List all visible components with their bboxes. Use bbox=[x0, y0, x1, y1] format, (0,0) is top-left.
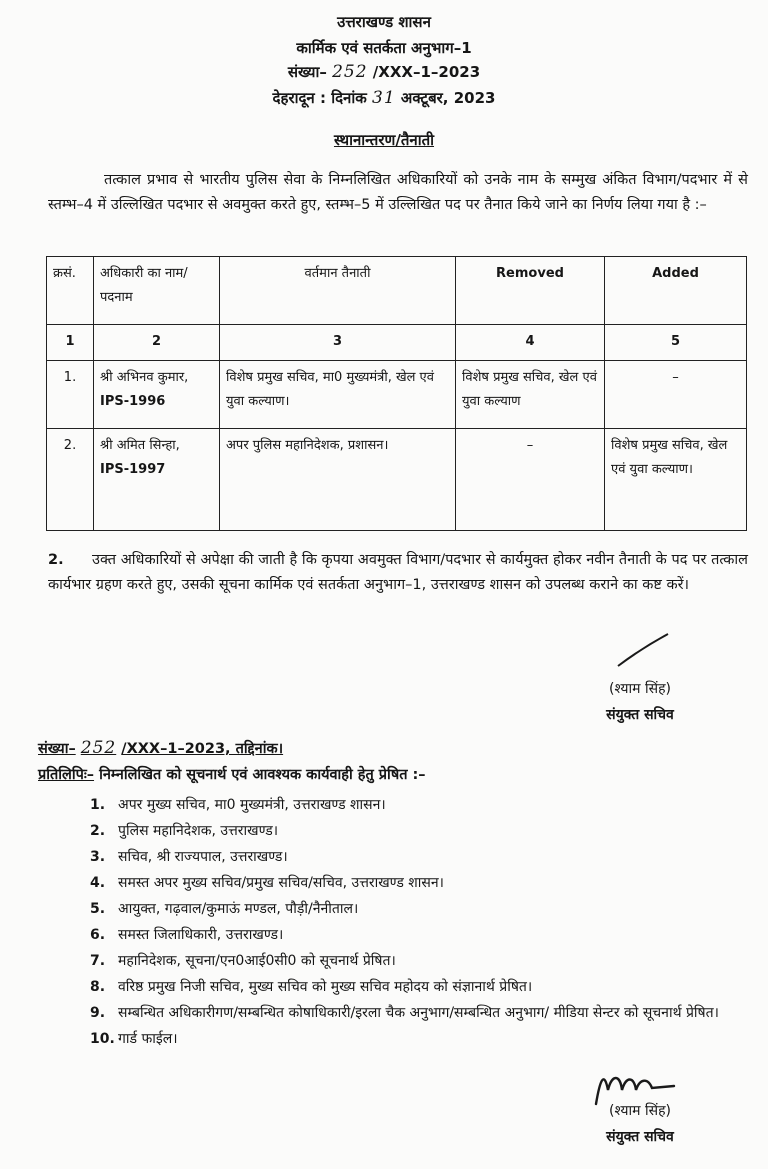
copy-intro-line bbox=[38, 764, 426, 784]
list-item-number: 3. bbox=[90, 849, 106, 865]
list-item-number: 7. bbox=[90, 953, 106, 969]
col-number: 1 bbox=[47, 325, 94, 361]
copy-number bbox=[38, 738, 283, 758]
list-item bbox=[90, 1000, 750, 1026]
list-item-number: 6. bbox=[90, 927, 106, 943]
row-sn: 1. bbox=[47, 361, 94, 429]
list-item-text: पुलिस महानिदेशक, उत्तराखण्ड। bbox=[118, 823, 279, 839]
list-item-text: समस्त अपर मुख्य सचिव/प्रमुख सचिव/सचिव, उत्तराखण्ड शासन। bbox=[118, 875, 444, 891]
subject-title: स्थानान्तरण/तैनाती bbox=[333, 131, 435, 149]
list-item-number: 1. bbox=[90, 797, 106, 813]
posting-table bbox=[46, 256, 747, 531]
row-removed: – bbox=[456, 429, 605, 531]
row-current: अपर पुलिस महानिदेशक, प्रशासन। bbox=[220, 429, 456, 531]
list-item bbox=[90, 922, 750, 948]
signatory-designation: संयुक्त सचिव bbox=[606, 1129, 674, 1145]
row-removed: विशेष प्रमुख सचिव, खेल एवं युवा कल्याण bbox=[456, 361, 605, 429]
list-item-text: अपर मुख्य सचिव, मा0 मुख्यमंत्री, उत्तराखण्ड शासन। bbox=[118, 797, 386, 813]
date-suffix: अक्टूबर, 2023 bbox=[400, 89, 496, 107]
header-current: वर्तमान तैनाती bbox=[220, 257, 456, 325]
department-name: कार्मिक एवं सतर्कता अनुभाग–1 bbox=[296, 39, 472, 57]
copy-list bbox=[90, 792, 750, 1052]
list-item-number: 9. bbox=[90, 1005, 106, 1021]
list-item-text: सम्बन्धित अधिकारीगण/सम्बन्धित कोषाधिकारी/इरला चैक अनुभाग/सम्बन्धित अनुभाग/ मीडिया सेन्टर को सूचनार्थ प्रेषित। bbox=[118, 1005, 719, 1021]
table-row bbox=[47, 361, 747, 429]
handwritten-number: 252 bbox=[332, 62, 368, 82]
copy-number-suffix: /XXX–1–2023, तद्दिनांक। bbox=[121, 741, 284, 757]
header-added: Added bbox=[605, 257, 747, 325]
row-current: विशेष प्रमुख सचिव, मा0 मुख्यमंत्री, खेल एवं युवा कल्याण। bbox=[220, 361, 456, 429]
row-officer bbox=[94, 361, 220, 429]
place-date-prefix: देहरादून : दिनांक bbox=[272, 89, 367, 107]
officer-batch: IPS-1996 bbox=[100, 394, 166, 409]
copy-label: प्रतिलिपिः– bbox=[38, 767, 95, 783]
table-row bbox=[47, 429, 747, 531]
list-item bbox=[90, 870, 750, 896]
table-header-row bbox=[47, 257, 747, 325]
copy-handwritten-number: 252 bbox=[80, 738, 117, 758]
header-removed: Removed bbox=[456, 257, 605, 325]
number-prefix: संख्या– bbox=[287, 63, 327, 81]
list-item-text: महानिदेशक, सूचना/एन0आई0सी0 को सूचनार्थ प्रेषित। bbox=[118, 953, 396, 969]
signatory-block-1 bbox=[580, 676, 700, 728]
list-item-number: 10. bbox=[90, 1031, 115, 1047]
signatory-name: (श्याम सिंह) bbox=[609, 1103, 671, 1119]
order-number bbox=[0, 62, 768, 82]
header-officer: अधिकारी का नाम/ पदनाम bbox=[94, 257, 220, 325]
officer-name: श्री अभिनव कुमार, bbox=[100, 370, 189, 385]
government-name: उत्तराखण्ड शासन bbox=[337, 13, 431, 31]
number-suffix: /XXX–1–2023 bbox=[372, 63, 481, 81]
list-item-number: 4. bbox=[90, 875, 106, 891]
list-item-text: वरिष्ठ प्रमुख निजी सचिव, मुख्य सचिव को मुख्य सचिव महोदय को संज्ञानार्थ प्रेषित। bbox=[118, 979, 533, 995]
row-officer bbox=[94, 429, 220, 531]
paragraph-2 bbox=[48, 548, 748, 598]
paragraph-2-number: 2. bbox=[48, 552, 64, 568]
row-added: – bbox=[605, 361, 747, 429]
list-item bbox=[90, 844, 750, 870]
col-number: 5 bbox=[605, 325, 747, 361]
list-item-text: आयुक्त, गढ़वाल/कुमाऊं मण्डल, पौड़ी/नैनीताल। bbox=[118, 901, 359, 917]
handwritten-date: 31 bbox=[372, 88, 396, 108]
list-item-number: 2. bbox=[90, 823, 106, 839]
officer-batch: IPS-1997 bbox=[100, 462, 166, 477]
officer-name: श्री अमित सिन्हा, bbox=[100, 438, 180, 453]
list-item bbox=[90, 948, 750, 974]
list-item-number: 5. bbox=[90, 901, 106, 917]
list-item bbox=[90, 818, 750, 844]
signatory-designation: संयुक्त सचिव bbox=[606, 707, 674, 723]
col-number: 3 bbox=[220, 325, 456, 361]
list-item bbox=[90, 1026, 750, 1052]
intro-paragraph: तत्काल प्रभाव से भारतीय पुलिस सेवा के निम्नलिखित अधिकारियों को उनके नाम के सम्मुख अंकित विभाग/पदभार में से स्तम्भ–4 में उल्लिखित पदभार से अवमुक्त करते हुए, स्तम्भ–5 में उल्लिखित पद पर तैनात किये जाने का निर्णय लिया गया है :– bbox=[48, 172, 748, 213]
list-item-text: समस्त जिलाधिकारी, उत्तराखण्ड। bbox=[118, 927, 284, 943]
header-sn: क्रसं. bbox=[47, 257, 94, 325]
list-item bbox=[90, 792, 750, 818]
signature-mark bbox=[612, 630, 672, 670]
row-sn: 2. bbox=[47, 429, 94, 531]
row-added: विशेष प्रमुख सचिव, खेल एवं युवा कल्याण। bbox=[605, 429, 747, 531]
copy-number-prefix: संख्या– bbox=[38, 741, 76, 757]
table-number-row bbox=[47, 325, 747, 361]
list-item-number: 8. bbox=[90, 979, 106, 995]
signatory-name: (श्याम सिंह) bbox=[609, 681, 671, 697]
list-item-text: सचिव, श्री राज्यपाल, उत्तराखण्ड। bbox=[118, 849, 288, 865]
signatory-block-2 bbox=[575, 1098, 705, 1150]
col-number: 4 bbox=[456, 325, 605, 361]
copy-intro: निम्नलिखित को सूचनार्थ एवं आवश्यक कार्यवाही हेतु प्रेषित :– bbox=[99, 767, 426, 783]
paragraph-2-text: उक्त अधिकारियों से अपेक्षा की जाती है कि कृपया अवमुक्त विभाग/पदभार से कार्यमुक्त होकर नवीन तैनाती के पद पर तत्काल कार्यभार ग्रहण करते हुए, उसकी सूचना कार्मिक एवं सतर्कता अनुभाग–1, उत्तराखण्ड शासन को उपलब्ध कराने का कष्ट करें। bbox=[48, 552, 748, 593]
list-item bbox=[90, 896, 750, 922]
place-date bbox=[0, 88, 768, 108]
col-number: 2 bbox=[94, 325, 220, 361]
list-item bbox=[90, 974, 750, 1000]
list-item-text: गार्ड फाईल। bbox=[118, 1031, 178, 1047]
